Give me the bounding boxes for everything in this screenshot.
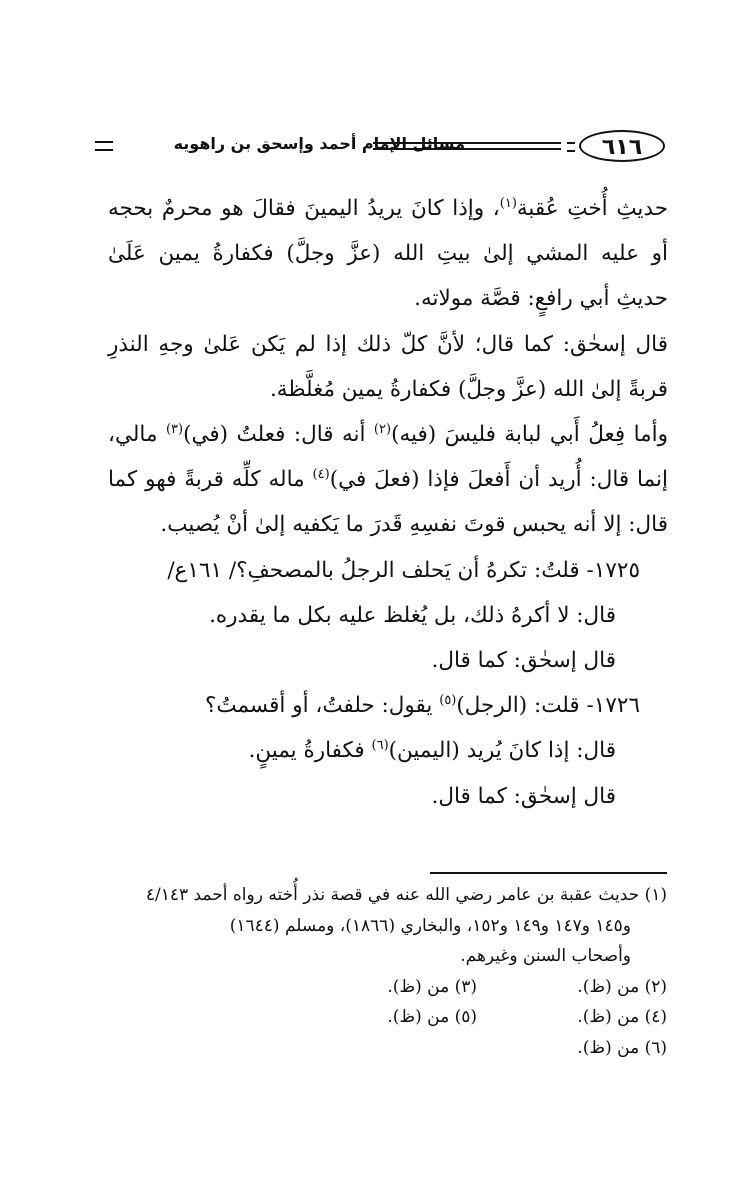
text-span: فكفارةُ يمينٍ.: [248, 738, 372, 764]
main-text: [108, 186, 668, 819]
footnote-row: [95, 1002, 667, 1033]
text-span: ماله كلِّه قربةً فهو كما قال: إلا أنه يحبس قوتَ نفسِهِ قَدرَ ما يَكفيه إلىٰ أنْ يُصيب.: [108, 467, 668, 538]
paragraph-hadith: [108, 186, 668, 322]
footnote-ref: (٤): [312, 467, 330, 483]
answer-1726: [108, 728, 668, 773]
footnote-row: [95, 972, 667, 1003]
page-header: [95, 128, 665, 168]
ishaq-1726: قال إسحٰق: كما قال.: [431, 783, 616, 809]
text-span: أنه قال: فعلتُ (في): [183, 422, 374, 448]
paragraph-abu-lubaba: [108, 412, 668, 548]
text-span: يقول: حلفتُ، أو أقسمتُ؟: [204, 693, 440, 719]
footnote-separator: [430, 872, 667, 874]
answer-1725: قال: لا أكرهُ ذلك، بل يُغلظ عليه بكل ما يقدره.: [209, 602, 616, 628]
footnote-ref: (٢): [373, 421, 392, 437]
text-span: مالي، إنما قال: أُريد أن أَفعلَ فإذا (فعلَ في): [108, 422, 668, 493]
text-span: ١٧٢٦- قلت: (الرجل): [456, 693, 640, 719]
header-rule-end: [95, 141, 113, 151]
footnote-ref: (٦): [371, 738, 389, 754]
footnote-ref: (٥): [439, 693, 457, 709]
footnote-1: (١) حديث عقبة بن عامر رضي الله عنه في قصة نذر أُخته رواه أحمد ٤/١٤٣: [145, 885, 667, 905]
page-number-badge: ٦١٦: [579, 130, 665, 162]
footnote-2: (٢) من (ظ).: [577, 976, 667, 997]
footnote-1-cont: وأصحاب السنن وغيرهم.: [460, 946, 631, 966]
footnote-6: (٦) من (ظ).: [577, 1037, 667, 1058]
footnote-row: [95, 1033, 667, 1064]
text-span: حديثِ أُختِ عُقبة: [516, 196, 668, 221]
footnote-ref: (٣): [165, 421, 184, 437]
footnote-ref: (١): [499, 195, 517, 211]
footnote-5: (٥) من (ظ).: [387, 1007, 477, 1027]
question-1726: [108, 683, 668, 728]
running-title: مسائل الإمام أحمد وإسحق بن راهويه: [173, 134, 465, 153]
ishaq-1725: قال إسحٰق: كما قال.: [431, 648, 616, 674]
text-span: ، وإذا كانَ يريدُ اليمينَ فقالَ هو محرمٌ بحجه أو عليه المشي إلىٰ بيتِ الله (عزَّ وجلَّ) فكفارةُ يمين عَلَىٰ حديثِ أبي رافعٍ: قصَّة مولاته.: [108, 196, 668, 312]
paragraph-ishaq-1: قال إسحٰق: كما قال؛ لأنَّ كلّ ذلك إذا لم يَكن عَلىٰ وجهِ النذرِ قربةً إلىٰ الله (عزَّ وجلَّ) فكفارةُ يمين مُغلَّظة.: [108, 331, 668, 402]
text-span: وأما فِعلُ أَبي لبابة فليسَ (فيه): [391, 422, 669, 448]
footnote-1-cont: و١٤٥ و١٤٧ و١٤٩ و١٥٢، والبخاري (١٨٦٦)، ومسلم (١٦٤٤): [229, 915, 631, 936]
footnote-3: (٣) من (ظ).: [387, 976, 477, 997]
text-span: قال: إذا كانَ يُريد (اليمين): [388, 738, 616, 764]
footnotes: [95, 880, 667, 1063]
footnote-4: (٤) من (ظ).: [577, 1007, 667, 1027]
question-1725: ١٧٢٥- قلتُ: تكرهُ أن يَحلف الرجلُ بالمصحفِ؟/ ١٦١ع/: [167, 557, 640, 583]
header-rule-short: [567, 142, 575, 152]
